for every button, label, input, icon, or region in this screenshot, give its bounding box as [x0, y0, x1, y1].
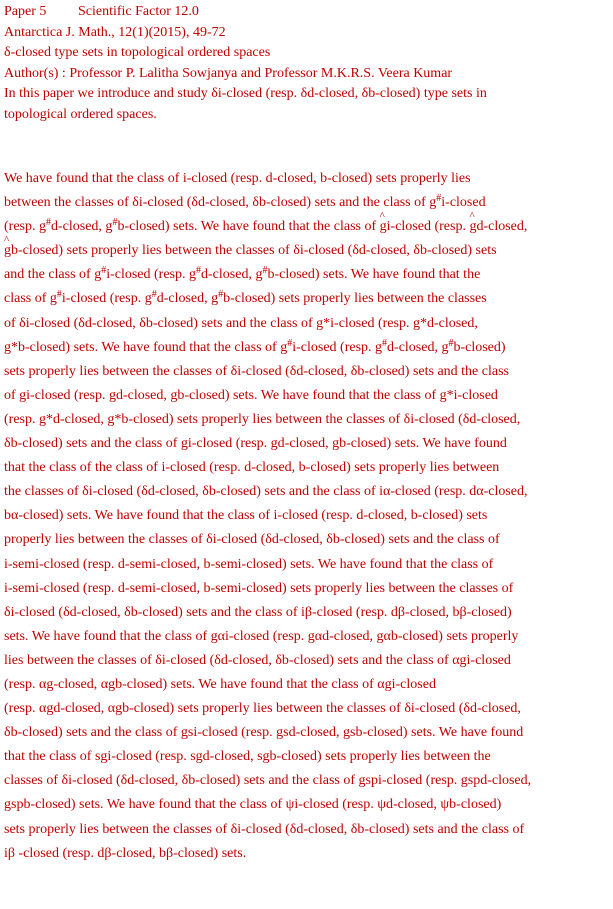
body-line: ^ gb-closed) sets properly lies between the classes of δi-closed (δd-closed, δb-closed) sets: [4, 239, 609, 263]
body-line: class of g#i-closed (resp. g#d-closed, g#b-closed) sets properly lies between the classes: [4, 289, 487, 307]
scientific-factor: Scientific Factor 12.0: [78, 4, 199, 19]
intro-line: In this paper we introduce and study δi-closed (resp. δd-closed, δb-closed) type sets in: [4, 86, 487, 101]
body-line: lies between the classes of δi-closed (δd-closed, δb-closed) sets and the class of αgi-closed: [4, 652, 511, 668]
journal-citation: Antarctica J. Math., 12(1)(2015), 49-72: [4, 24, 226, 40]
paper-title: δ-closed type sets in topological ordered spaces: [4, 45, 271, 60]
body-line: that the class of sgi-closed (resp. sgd-closed, sgb-closed) sets properly lies between the: [4, 749, 491, 765]
body-line: gspb-closed) sets. We have found that the class of ψi-closed (resp. ψd-closed, ψb-closed): [4, 797, 502, 813]
paper-meta-line: [4, 2, 609, 23]
body-line: bα-closed) sets. We have found that the class of i-closed (resp. d-closed, b-closed) sets: [4, 508, 488, 524]
body-line: between the classes of δi-closed (δd-closed, δb-closed) sets and the class of g#i-closed: [4, 193, 486, 211]
paper-authors: Author(s) : Professor P. Lalitha Sowjanya and Professor M.K.R.S. Veera Kumar: [4, 65, 453, 81]
body-line: δb-closed) sets and the class of gsi-closed (resp. gsd-closed, gsb-closed) sets. We have found: [4, 725, 524, 741]
body-line: sets properly lies between the classes of δi-closed (δd-closed, δb-closed) sets and the class: [4, 363, 509, 379]
body-line: δb-closed) sets and the class of gi-closed (resp. gd-closed, gb-closed) sets. We have found: [4, 436, 507, 452]
body-line: g*b-closed) sets. We have found that the class of g#i-closed (resp. g#d-closed, g#b-closed): [4, 337, 506, 355]
intro-paragraph: [4, 84, 609, 125]
body-line: δi-closed (δd-closed, δb-closed) sets and the class of iβ-closed (resp. dβ-closed, bβ-closed): [4, 604, 512, 620]
body-line: that the class of the class of i-closed (resp. d-closed, b-closed) sets properly lies between: [4, 460, 500, 476]
body-line: (resp. αg-closed, αgb-closed) sets. We have found that the class of αgi-closed: [4, 676, 436, 692]
body-line: (resp. g#d-closed, g#b-closed) sets. We have found that the class of ^ gi-closed (resp. ^ gd-closed,: [4, 215, 609, 239]
body-line: i-semi-closed (resp. d-semi-closed, b-semi-closed) sets properly lies between the classes of: [4, 580, 514, 596]
body-line: the classes of δi-closed (δd-closed, δb-closed) sets and the class of iα-closed (resp. dα-closed,: [4, 484, 528, 500]
paper-number: Paper 5: [4, 4, 47, 19]
body-line: (resp. αgd-closed, αgb-closed) sets properly lies between the classes of δi-closed (δd-closed,: [4, 701, 521, 717]
body-line: (resp. g*d-closed, g*b-closed) sets properly lies between the classes of δi-closed (δd-closed,: [4, 411, 521, 427]
paper-header: [4, 2, 609, 125]
body-line: classes of δi-closed (δd-closed, δb-closed) sets and the class of gspi-closed (resp. gspd-closed,: [4, 773, 532, 789]
body-line: of δi-closed (δd-closed, δb-closed) sets and the class of g*i-closed (resp. g*d-closed,: [4, 315, 478, 331]
body-line: iβ -closed (resp. dβ-closed, bβ-closed) sets.: [4, 845, 247, 861]
body-line: properly lies between the classes of δi-closed (δd-closed, δb-closed) sets and the class of: [4, 532, 500, 548]
abstract-body: [4, 167, 609, 866]
intro-line: topological ordered spaces.: [4, 106, 157, 122]
body-line: sets properly lies between the classes of δi-closed (δd-closed, δb-closed) sets and the class of: [4, 821, 525, 837]
body-line: We have found that the class of i-closed (resp. d-closed, b-closed) sets properly lies: [4, 171, 471, 186]
body-line: and the class of g#i-closed (resp. g#d-closed, g#b-closed) sets. We have found that the: [4, 265, 481, 283]
body-line: sets. We have found that the class of gαi-closed (resp. gαd-closed, gαb-closed) sets properly: [4, 628, 519, 644]
body-line: i-semi-closed (resp. d-semi-closed, b-semi-closed) sets. We have found that the class of: [4, 556, 494, 572]
body-line: of gi-closed (resp. gd-closed, gb-closed) sets. We have found that the class of g*i-closed: [4, 387, 498, 403]
